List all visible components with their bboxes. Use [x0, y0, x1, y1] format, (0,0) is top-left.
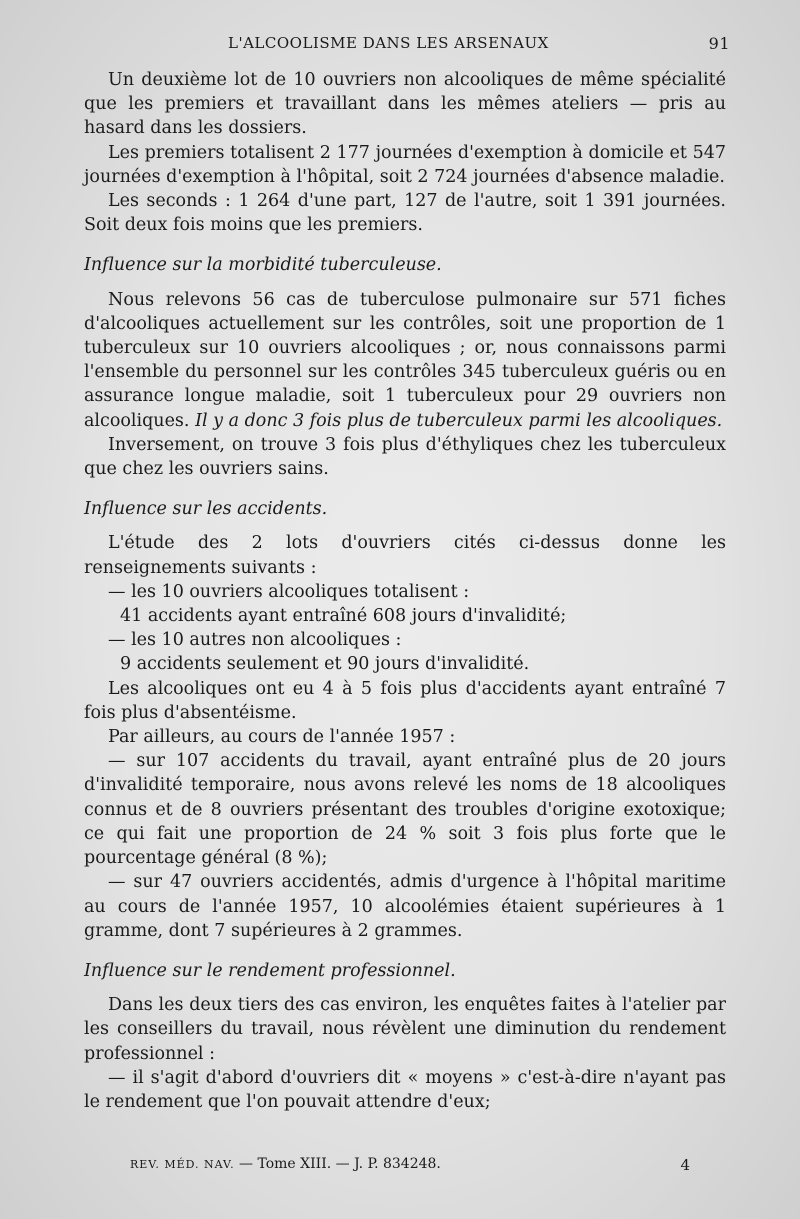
running-header: [78, 34, 730, 58]
running-title: L'ALCOOLISME DANS LES ARSENAUX: [228, 34, 549, 52]
paragraph: Dans les deux tiers des cas environ, les enquêtes faites à l'atelier par les conseillers du travail, nous révèlent une diminution du rendement professionnel :: [84, 995, 726, 1064]
page-footer: [130, 1156, 690, 1172]
paragraph-text: Nous relevons 56 cas de tuberculose pulmonaire sur 571 fiches d'alcooliques actuellement sur les contrôles, soit une proportion de 1 tuberculeux sur 10 ouvriers alcooliques ; or, nous connaissons parmi l'ensemble du personnel sur les contrôles 345 tuberculeux guéris ou en assurance longue maladie, soit 1 tuberculeux pour 29 ouvriers non alcooliques.: [84, 289, 726, 431]
paragraph: Les seconds : 1 264 d'une part, 127 de l'autre, soit 1 391 journées. Soit deux fois moins que les premiers.: [84, 191, 726, 236]
dash-item: — sur 47 ouvriers accidentés, admis d'urgence à l'hôpital maritime au cours de l'année 1957, 10 alcoolémies étaient supérieures à 1 gramme, dont 7 supérieures à 2 grammes.: [84, 872, 726, 941]
paragraph: [84, 288, 726, 433]
dash-item: — il s'agit d'abord d'ouvriers dit « moyens » c'est-à-dire n'ayant pas le rendement que l'on pouvait attendre d'eux;: [84, 1067, 726, 1112]
paragraph: Inversement, on trouve 3 fois plus d'éthyliques chez les tuberculeux que chez les ouvriers sains.: [84, 434, 726, 480]
paragraph: L'étude des 2 lots d'ouvriers cités ci-dessus donne les renseignements suivants :: [84, 533, 726, 578]
section-heading-rendement: Influence sur le rendement professionnel.: [84, 960, 456, 981]
paragraph: Les alcooliques ont eu 4 à 5 fois plus d'accidents ayant entraîné 7 fois plus d'absentéisme.: [84, 678, 726, 723]
dash-item: — sur 107 accidents du travail, ayant entraîné plus de 20 jours d'invalidité temporaire, nous avons relevé les noms de 18 alcooliques connus et de 8 ouvriers présentant des troubles d'origine exotoxique; ce qui fait une proportion de 24 % soit 3 fois plus forte que le pourcentage général (8 %);: [84, 751, 726, 869]
dash-item: — les 10 ouvriers alcooliques totalisent :: [108, 581, 470, 602]
section-heading-tuberculose: Influence sur la morbidité tuberculeuse.: [84, 255, 442, 276]
dash-subitem: 9 accidents seulement et 90 jours d'invalidité.: [120, 654, 530, 675]
paragraph: Un deuxième lot de 10 ouvriers non alcooliques de même spécialité que les premiers et travaillant dans les mêmes ateliers — pris au hasard dans les dossiers.: [84, 70, 726, 139]
body-text: [84, 68, 726, 1114]
journal-name: REV. MÉD. NAV.: [130, 1158, 235, 1171]
section-heading-accidents: Influence sur les accidents.: [84, 499, 328, 520]
paragraph: Par ailleurs, au cours de l'année 1957 :: [108, 727, 456, 748]
emphasis-text: Il y a donc 3 fois plus de tuberculeux parmi les alcooliques.: [195, 410, 723, 431]
dash-subitem: 41 accidents ayant entraîné 608 jours d'invalidité;: [120, 606, 567, 627]
page-number: 91: [708, 34, 730, 53]
paragraph: Les premiers totalisent 2 177 journées d'exemption à domicile et 547 journées d'exemption à l'hôpital, soit 2 724 journées d'absence maladie.: [84, 142, 726, 187]
dash-item: — les 10 autres non alcooliques :: [108, 630, 402, 651]
journal-reference: — Tome XIII. — J. P. 834248.: [239, 1156, 441, 1172]
sheet-number: 4: [680, 1156, 690, 1174]
